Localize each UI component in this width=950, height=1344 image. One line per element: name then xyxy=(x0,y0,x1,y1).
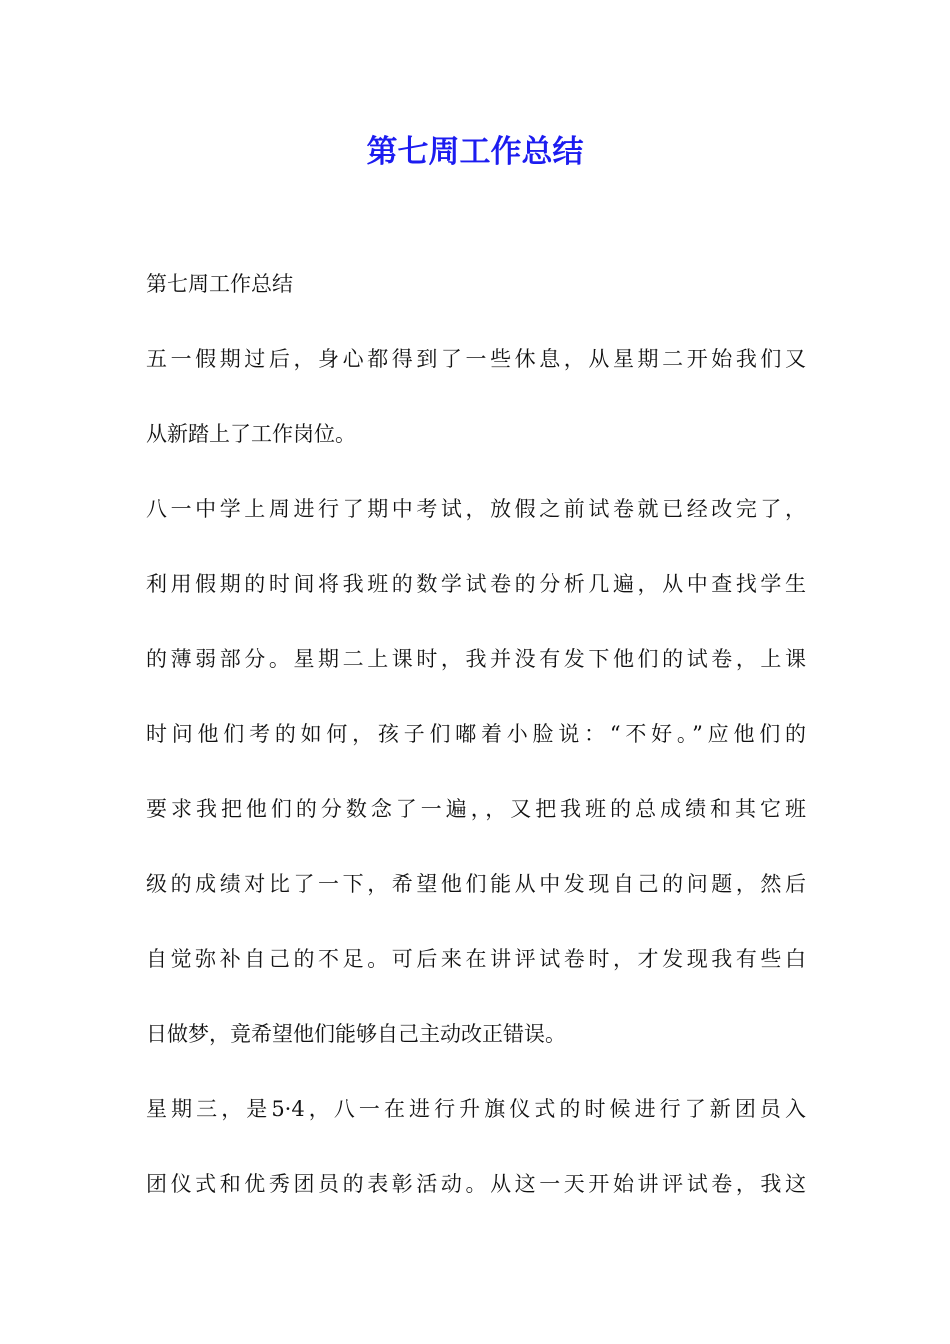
text-line: 八一中学上周进行了期中考试，放假之前试卷就已经改完了， xyxy=(146,497,806,521)
document-title: 第七周工作总结 xyxy=(366,134,584,170)
text-line: 团仪式和优秀团员的表彰活动。从这一天开始讲评试卷，我这 xyxy=(146,1172,806,1196)
text-line-subtitle: 第七周工作总结 xyxy=(146,272,293,296)
text-line: 要求我把他们的分数念了一遍，，又把我班的总成绩和其它班 xyxy=(146,797,806,821)
text-line: 日做梦，竟希望他们能够自己主动改正错误。 xyxy=(146,1022,566,1046)
text-line: 的薄弱部分。星期二上课时，我并没有发下他们的试卷，上课 xyxy=(146,647,806,671)
text-line: 利用假期的时间将我班的数学试卷的分析几遍，从中查找学生 xyxy=(146,572,806,596)
text-line: 级的成绩对比了一下，希望他们能从中发现自己的问题，然后 xyxy=(146,872,806,896)
text-line: 星期三，是5·4，八一在进行升旗仪式的时候进行了新团员入 xyxy=(146,1097,806,1121)
text-line: 五一假期过后，身心都得到了一些休息，从星期二开始我们又 xyxy=(146,347,806,371)
text-line: 时问他们考的如何，孩子们嘟着小脸说：“不好。”应他们的 xyxy=(146,722,806,746)
text-line: 自觉弥补自己的不足。可后来在讲评试卷时，才发现我有些白 xyxy=(146,947,806,971)
text-line: 从新踏上了工作岗位。 xyxy=(146,422,356,446)
